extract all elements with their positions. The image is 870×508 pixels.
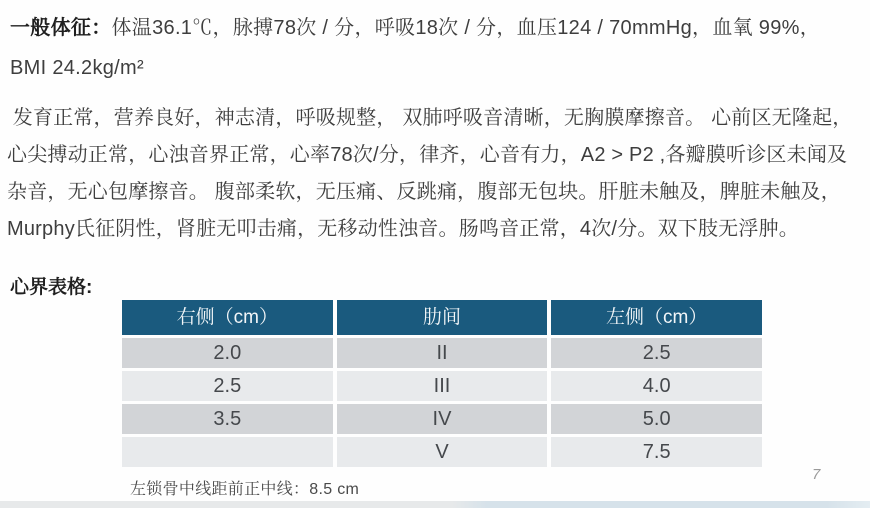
table-cell: V	[337, 437, 548, 467]
exam-line: Murphy氏征阴性，肾脏无叩击痛，无移动性浊音。肠鸣音正常，4次/分。双下肢无浮肿。	[7, 218, 799, 240]
table-cell: 3.5	[122, 404, 333, 434]
table-row	[122, 404, 762, 434]
page-number: 7	[812, 466, 821, 483]
exam-line: 发育正常，营养良好，神志清，呼吸规整， 双肺呼吸音清晰，无胸膜摩擦音。 心前区无隆起，	[7, 107, 853, 129]
column-header-right: 右侧（cm）	[122, 300, 333, 335]
vitals-line-2: BMI 24.2kg/m²	[10, 57, 144, 79]
table-cell: 2.5	[122, 371, 333, 401]
bottom-border	[0, 501, 870, 508]
table-cell: 5.0	[551, 404, 762, 434]
table-cell: 2.0	[122, 338, 333, 368]
table-cell: 4.0	[551, 371, 762, 401]
table-cell: III	[337, 371, 548, 401]
table-row	[122, 437, 762, 467]
table-cell	[122, 437, 333, 467]
cardiac-borders-table	[122, 300, 762, 470]
column-header-left: 左侧（cm）	[551, 300, 762, 335]
table-body	[122, 338, 762, 467]
table-row	[122, 371, 762, 401]
column-header-intercostal: 肋间	[337, 300, 548, 335]
table-header-row	[122, 300, 762, 335]
vitals-label: 一般体征：	[10, 17, 112, 39]
table-cell: II	[337, 338, 548, 368]
table-header	[122, 300, 762, 335]
exam-paragraph	[7, 100, 867, 248]
table-cell: IV	[337, 404, 548, 434]
table-row	[122, 338, 762, 368]
table-cell: 2.5	[551, 338, 762, 368]
table-cell: 7.5	[551, 437, 762, 467]
vitals-line-1	[10, 8, 866, 48]
exam-line: 杂音，无心包摩擦音。 腹部柔软，无压痛、反跳痛，腹部无包块。肝脏未触及，脾脏未触及，	[7, 181, 841, 203]
vitals-text: 体温36.1℃，脉搏78次 / 分，呼吸18次 / 分，血压124 / 70mmHg，血氧 99%，	[111, 17, 821, 39]
vitals-paragraph	[10, 8, 866, 88]
exam-line: 心尖搏动正常，心浊音界正常，心率78次/分，律齐，心音有力，A2 > P2 ,各瓣膜听诊区未闻及	[7, 144, 848, 166]
table-heading: 心界表格:	[10, 277, 93, 298]
table-footnote: 左锁骨中线距前正中线：8.5 cm	[130, 481, 360, 498]
